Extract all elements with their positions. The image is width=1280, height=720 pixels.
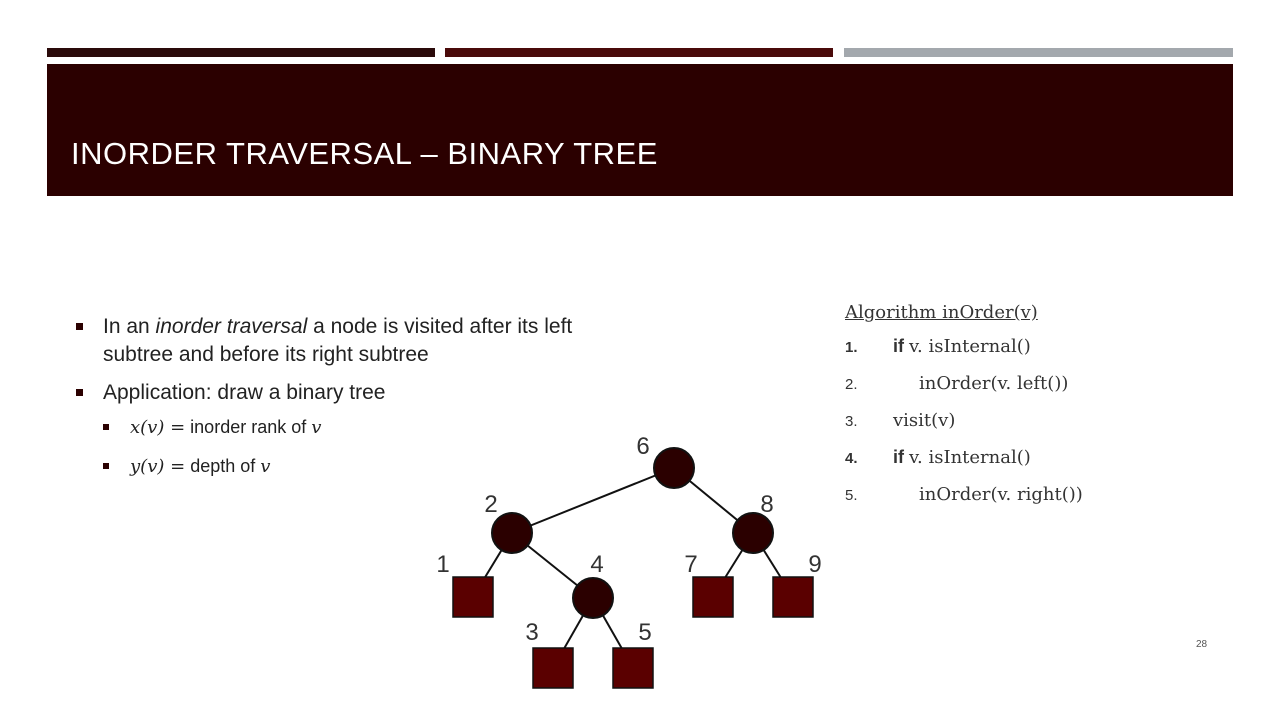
internal-node-8 [733,513,773,553]
slide-title: INORDER TRAVERSAL – BINARY TREE [71,136,658,171]
internal-node-4 [573,578,613,618]
algorithm-line-4: 4. if v. isInternal() [845,447,1031,468]
node-label-3: 3 [525,619,539,646]
node-label-1: 1 [436,551,450,578]
sub-bullet-x: x(v) = inorder rank of v [103,415,616,440]
node-label-6: 6 [636,433,650,460]
leaf-node-9 [773,577,813,617]
algorithm-line-2: 2. inOrder(v. left()) [845,373,1069,394]
node-label-5: 5 [638,619,652,646]
node-label-4: 4 [590,551,604,578]
algorithm-line-1: 1. if v. isInternal() [845,336,1031,357]
math-y-of-v: y(v) = [130,456,186,477]
leaf-node-1 [453,577,493,617]
node-label-9: 9 [808,551,822,578]
sub-bullet-y: y(v) = depth of v [103,454,616,479]
internal-node-2 [492,513,532,553]
edge-6-2 [512,468,674,533]
bullet-application: Application: draw a binary tree [76,379,616,407]
internal-node-6 [654,448,694,488]
emphasis-inorder: inorder traversal [155,315,308,338]
leaf-node-3 [533,648,573,688]
leaf-node-5 [613,648,653,688]
algorithm-line-3: 3. visit(v) [845,410,956,431]
algorithm-title: Algorithm inOrder(v) [845,302,1038,323]
node-label-8: 8 [760,491,774,518]
node-label-2: 2 [484,491,498,518]
leaf-node-7 [693,577,733,617]
page-number: 28 [1196,639,1208,650]
math-x-of-v: x(v) = [130,417,186,438]
algorithm-line-5: 5. inOrder(v. right()) [845,484,1083,505]
node-label-7: 7 [684,551,698,578]
bullet-definition: In an inorder traversal a node is visited after its left subtree and before its right subtree [76,313,616,369]
